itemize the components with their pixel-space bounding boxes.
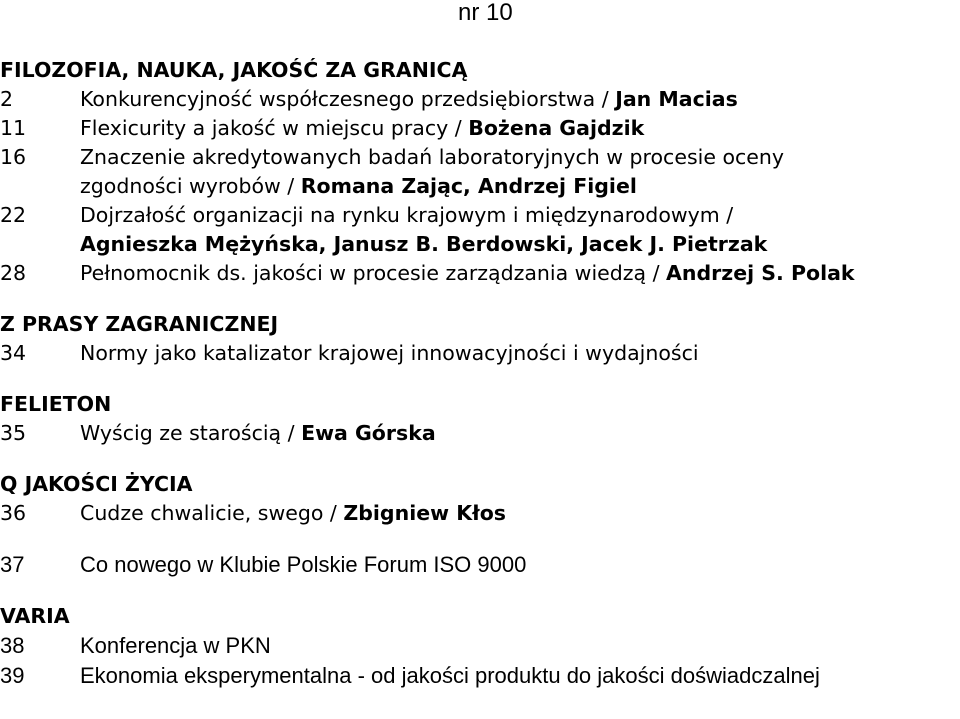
entry-page-number: 34 — [0, 341, 27, 365]
table-of-contents — [0, 56, 960, 691]
entry-page-number: 2 — [0, 87, 14, 111]
entry-author: Jan Macias — [615, 87, 738, 111]
toc-entry — [0, 499, 960, 528]
entry-title: Cudze chwalicie, swego / — [80, 501, 344, 525]
entry-title: Konferencja w PKN — [80, 633, 271, 658]
entry-title: Normy jako katalizator krajowej innowacyjności i wydajności — [80, 341, 699, 365]
section-heading: VARIA — [0, 604, 70, 628]
entry-page-number: 38 — [0, 633, 25, 658]
section-z-prasy — [0, 310, 960, 368]
entry-title: Dojrzałość organizacji na rynku krajowym i międzynarodowym / — [80, 203, 734, 227]
section-heading: FILOZOFIA, NAUKA, JAKOŚĆ ZA GRANICĄ — [0, 58, 468, 82]
entry-author: Zbigniew Kłos — [343, 501, 506, 525]
section-heading: Z PRASY ZAGRANICZNEJ — [0, 312, 279, 336]
section-filozofia — [0, 56, 960, 288]
toc-entry — [0, 201, 960, 259]
toc-entry — [0, 114, 960, 143]
toc-entry — [0, 143, 960, 201]
entry-title-continued: zgodności wyrobów / — [80, 174, 301, 198]
entry-title: Flexicurity a jakość w miejscu pracy / — [80, 116, 469, 140]
entry-title: Znaczenie akredytowanych badań laboratoryjnych w procesie oceny — [80, 145, 784, 169]
toc-entry — [0, 419, 960, 448]
entry-title: Co nowego w Klubie Polskie Forum ISO 9000 — [80, 552, 527, 577]
entry-page-number: 37 — [0, 552, 25, 577]
entry-page-number: 16 — [0, 145, 27, 169]
entry-title: Konkurencyjność współczesnego przedsiębiorstwa / — [80, 87, 616, 111]
entry-page-number: 28 — [0, 261, 27, 285]
entry-author: Romana Zając, Andrzej Figiel — [300, 174, 637, 198]
entry-author: Andrzej S. Polak — [666, 261, 855, 285]
entry-page-number: 11 — [0, 116, 27, 140]
entry-page-number: 39 — [0, 663, 25, 688]
entry-author: Bożena Gajdzik — [468, 116, 645, 140]
entry-author: Ewa Górska — [301, 421, 436, 445]
section-felieton — [0, 390, 960, 448]
section-heading: FELIETON — [0, 392, 112, 416]
entry-title: Wyścig ze starością / — [80, 421, 302, 445]
entry-page-number: 22 — [0, 203, 27, 227]
toc-entry — [0, 661, 960, 691]
entry-page-number: 35 — [0, 421, 27, 445]
section-q-jakosci-zycia — [0, 470, 960, 528]
toc-entry — [0, 85, 960, 114]
section-klub — [0, 550, 960, 580]
section-heading: Q JAKOŚCI ŻYCIA — [0, 472, 193, 496]
section-varia — [0, 602, 960, 691]
entry-author: Agnieszka Mężyńska, Janusz B. Berdowski, Jacek J. Pietrzak — [80, 232, 768, 256]
entry-title: Ekonomia eksperymentalna - od jakości produktu do jakości doświadczalnej — [80, 663, 820, 688]
toc-entry — [0, 631, 960, 661]
toc-entry — [0, 259, 960, 288]
toc-entry — [0, 550, 960, 580]
page-number: nr 10 — [458, 0, 513, 26]
entry-page-number: 36 — [0, 501, 27, 525]
toc-entry — [0, 339, 960, 368]
entry-title: Pełnomocnik ds. jakości w procesie zarządzania wiedzą / — [80, 261, 667, 285]
